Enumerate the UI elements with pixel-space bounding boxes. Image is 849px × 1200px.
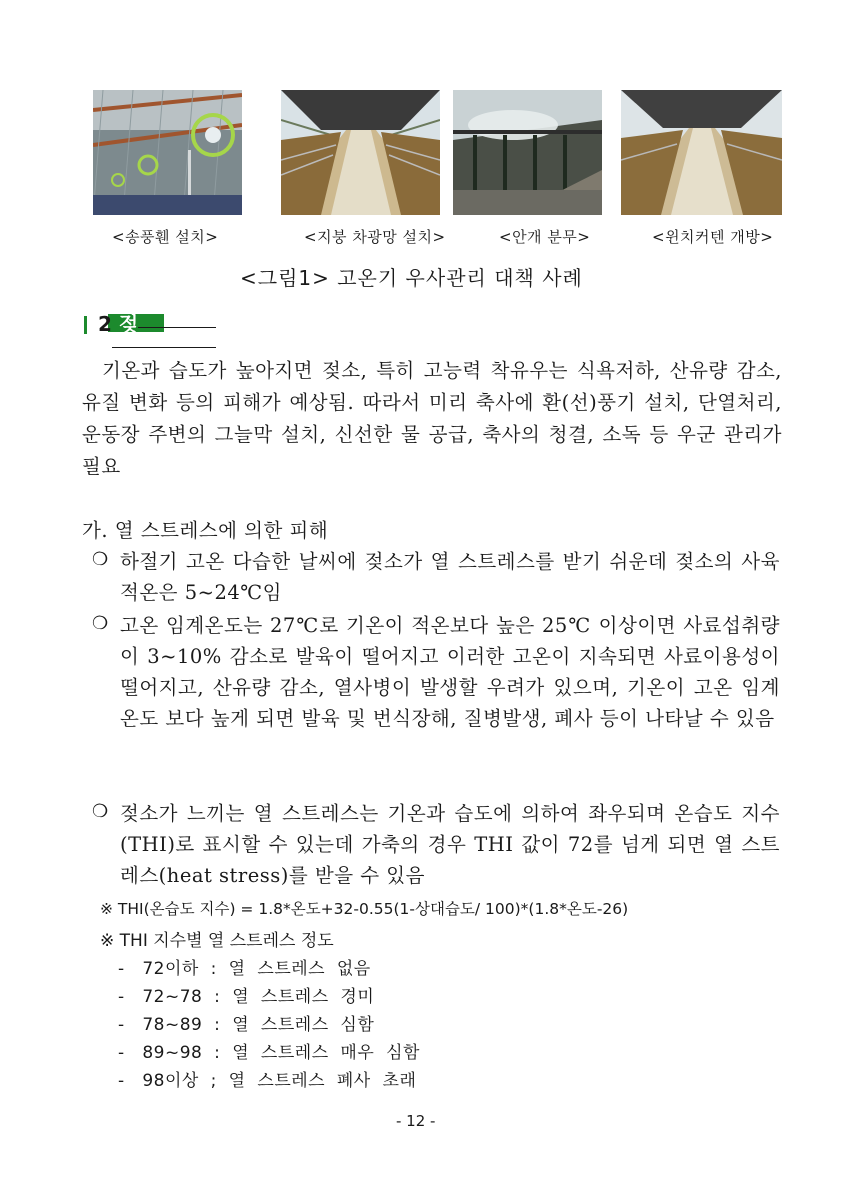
thi-levels-title: ※ THI 지수별 열 스트레스 정도 <box>100 931 334 951</box>
section-label: 젖 <box>118 312 139 336</box>
caption-curtain: <윈치커텐 개방> <box>652 228 774 246</box>
caption-fan: <송풍휀 설치> <box>112 228 219 246</box>
bullet-text: 젖소가 느끼는 열 스트레스는 기온과 습도에 의하여 좌우되며 온습도 지수(THI)로 표시할 수 있는데 가축의 경우 THI 값이 72를 넘게 되면 열 스트레스(heat stress)를 받을 수 있음 <box>120 802 780 887</box>
subsection-heading: 가. 열 스트레스에 의한 피해 <box>82 519 329 542</box>
thi-level-item: - 98이상 ; 열 스트레스 폐사 초래 <box>118 1071 417 1091</box>
section-rule-bottom <box>112 347 216 348</box>
section-bar <box>84 316 87 334</box>
thi-formula-note: ※ THI(온습도 지수) = 1.8*온도+32-0.55(1-상대습도/ 100)*(1.8*온도-26) <box>100 900 629 918</box>
thi-level-item: - 89~98 : 열 스트레스 매우 심함 <box>118 1043 420 1063</box>
bullet-text: 하절기 고온 다습한 날씨에 젖소가 열 스트레스를 받기 쉬운데 젖소의 사육 적온은 5~24℃임 <box>120 550 780 604</box>
photo-fog-spray <box>453 90 602 215</box>
bullet-text: 고온 임계온도는 27℃로 기온이 적온보다 높은 25℃ 이상이면 사료섭취량이 3~10% 감소로 발육이 떨어지고 이러한 고온이 지속되면 사료이용성이 떨어지고, 산유량 감소, 열사병이 발생할 우려가 있으며, 기온이 고온 임계온도 보다 높게 되면 발육 및 번식장해, 질병발생, 폐사 등이 나타날 수 있음 <box>120 614 780 730</box>
caption-fog: <안개 분무> <box>499 228 591 246</box>
thi-level-item: - 72~78 : 열 스트레스 경미 <box>118 987 375 1007</box>
photo-winch-curtain-open <box>621 90 782 215</box>
intro-paragraph: 기온과 습도가 높아지면 젖소, 특히 고능력 착유우는 식욕저하, 산유량 감소, 유질 변화 등의 피해가 예상됨. 따라서 미리 축사에 환(선)풍기 설치, 단열처리, 운동장 주변의 그늘막 설치, 신선한 물 공급, 축사의 청결, 소독 등 우군 관리가 필요 <box>82 359 782 478</box>
thi-level-item: - 72이하 : 열 스트레스 없음 <box>118 959 371 979</box>
bullet-symbol: ❍ <box>92 613 109 634</box>
section-number: 2 <box>98 312 112 336</box>
caption-shade-net: <지붕 차광망 설치> <box>304 228 446 246</box>
bullet-symbol: ❍ <box>92 549 109 570</box>
bullet-symbol: ❍ <box>92 801 109 822</box>
section-heading <box>98 314 138 334</box>
figure-title: <그림1> 고온기 우사관리 대책 사례 <box>240 266 583 290</box>
thi-level-item: - 78~89 : 열 스트레스 심함 <box>118 1015 375 1035</box>
page-number: - 12 - <box>396 1112 436 1130</box>
section-rule-top <box>138 327 216 328</box>
photo-fan-installation <box>93 90 242 215</box>
photo-roof-shade-net <box>281 90 440 215</box>
